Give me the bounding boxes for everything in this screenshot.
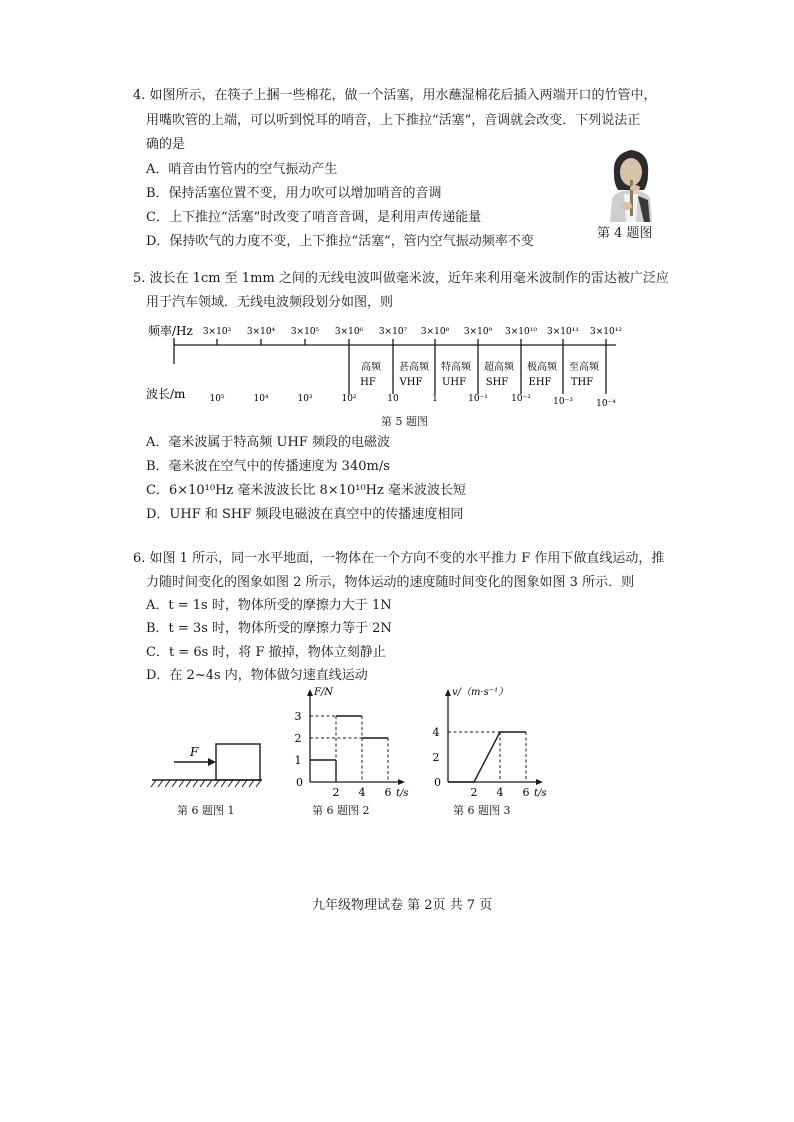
q6-option-a: A．t = 1s 时，物体所受的摩擦力大于 1N [146,598,392,613]
wavelength-tick: 10⁻² [511,394,531,404]
q6-figure1-block [148,734,264,798]
q4-option-d: D．保持吹气的力度不变，上下推拉“活塞”，管内空气振动频率不变 [146,234,534,249]
freq-tick: 3×10⁹ [463,327,493,337]
q5-option-d: D．UHF 和 SHF 频段电磁波在真空中的传播速度相同 [146,507,464,522]
x-axis-arrow [398,779,405,785]
q4-figure-caption: 第 4 题图 [597,226,653,241]
origin-label: 0 [434,776,441,789]
q4-option-b: B．保持活塞位置不变，用力吹可以增加哨音的音调 [146,186,442,201]
band-en: UHF [441,377,467,388]
band-cn: 极高频 [527,362,557,373]
wavelength-tick: 10⁵ [209,394,225,404]
y-tick-label: 4 [432,726,440,739]
x-tick-label: 6 [384,786,392,799]
wavelength-tick: 1 [432,394,438,404]
freq-tick: 3×10⁴ [246,327,276,337]
wavelength-tick: 10⁻⁴ [596,399,616,409]
q6-fig1-caption: 第 6 题图 1 [177,804,235,817]
freq-tick: 3×10¹² [590,327,622,337]
freq-tick: 3×10³ [202,327,232,337]
band-cn: 高频 [361,362,381,373]
freq-tick: 3×10⁷ [378,327,408,337]
wavelength-tick: 10⁻¹ [468,394,488,404]
q6-figure3-velocity-time-chart [426,684,556,802]
q4-option-c: C．上下推拉“活塞”时改变了哨音音调，是利用声传递能量 [146,210,482,225]
band-cn: 特高频 [441,362,471,373]
q5-stem-line1: 5. 波长在 1cm 至 1mm 之间的无线电波叫做毫米波，近年来利用毫米波制作的雷达被广泛应 [133,271,669,286]
y-axis-arrow [307,689,313,696]
q5-band-diagram [140,318,630,410]
q6-fig2-caption: 第 6 题图 2 [312,804,370,817]
x-tick-label: 2 [332,786,340,799]
x-tick-label: 4 [358,786,366,799]
q4-stem-line1: 4. 如图所示，在筷子上捆一些棉花，做一个活塞，用水蘸湿棉花后插入两端开口的竹管中， [133,88,657,103]
wavelength-tick: 10⁴ [253,394,269,404]
y-tick-label: 2 [294,732,302,745]
band-en: HF [360,377,376,388]
band-cn: 超高频 [484,362,514,373]
q5-option-a: A．毫米波属于特高频 UHF 频段的电磁波 [146,435,390,450]
x-tick-label: 6 [522,786,530,799]
y-axis-label: v/（m·s⁻¹） [452,687,509,698]
band-en: EHF [528,377,552,388]
block [216,744,260,780]
velocity-line [448,732,526,782]
band-cn: 甚高频 [399,362,429,373]
band-cn: 至高频 [569,362,599,373]
freq-tick: 3×10⁸ [420,327,450,337]
q4-stem-line3: 确的是 [146,137,186,152]
q6-stem-line1: 6. 如图 1 所示，同一水平地面，一物体在一个方向不变的水平推力 F 作用下做直线运动，推 [133,551,665,566]
y-tick-label: 3 [294,710,302,723]
wavelength-tick: 10 [387,394,399,404]
q5-stem-line2: 用于汽车领域．无线电波频段划分如图，则 [146,295,394,310]
wavelength-tick: 10³ [297,394,313,404]
q4-option-a: A．哨音由竹管内的空气振动产生 [146,162,338,177]
q4-stem-line2: 用嘴吹管的上端，可以听到悦耳的哨音，上下推拉“活塞”，音调就会改变．下列说法正 [146,113,641,128]
q6-stem-line2: 力随时间变化的图象如图 2 所示，物体运动的速度随时间变化的图象如图 3 所示．则 [146,575,635,590]
freq-tick: 3×10¹⁰ [505,327,537,337]
q6-option-d: D．在 2~4s 内，物体做匀速直线运动 [146,668,368,683]
page-footer: 九年级物理试卷 第 2页 共 7 页 [312,898,493,913]
wavelength-tick: 10² [341,394,357,404]
freq-tick: 3×10¹¹ [547,327,579,337]
x-axis-label: t/s [534,788,547,799]
freq-tick: 3×10⁶ [334,327,364,337]
band-en: VHF [399,377,423,388]
origin-label: 0 [296,776,303,789]
y-axis-label: F/N [314,687,334,698]
freq-tick: 3×10⁵ [290,327,320,337]
band-en: THF [570,377,594,388]
band-en: SHF [485,377,509,388]
freq-axis-label: 频率/Hz [148,324,193,338]
wavelength-tick: 10⁻³ [553,397,573,407]
x-axis-label: t/s [396,788,409,799]
q6-fig3-caption: 第 6 题图 3 [453,804,511,817]
q5-option-b: B．毫米波在空气中的传播速度为 340m/s [146,459,390,474]
q6-option-c: C．t = 6s 时，将 F 撤掉，物体立刻静止 [146,645,386,660]
wavelength-axis-label: 波长/m [146,387,186,401]
q4-photo-whistle-player [604,140,658,222]
x-axis-arrow [536,779,543,785]
q5-option-c: C．6×10¹⁰Hz 毫米波波长比 8×10¹⁰Hz 毫米波波长短 [146,483,466,498]
q6-option-b: B．t = 3s 时，物体所受的摩擦力等于 2N [146,621,392,636]
x-tick-label: 2 [470,786,478,799]
x-tick-label: 4 [496,786,504,799]
y-axis-arrow [445,689,451,696]
force-label: F [190,745,199,759]
force-arrowhead [208,758,216,766]
y-tick-label: 1 [294,754,302,767]
q5-figure-caption: 第 5 题图 [381,415,428,428]
y-tick-label: 2 [432,751,440,764]
q6-figure2-force-time-chart [288,684,418,802]
